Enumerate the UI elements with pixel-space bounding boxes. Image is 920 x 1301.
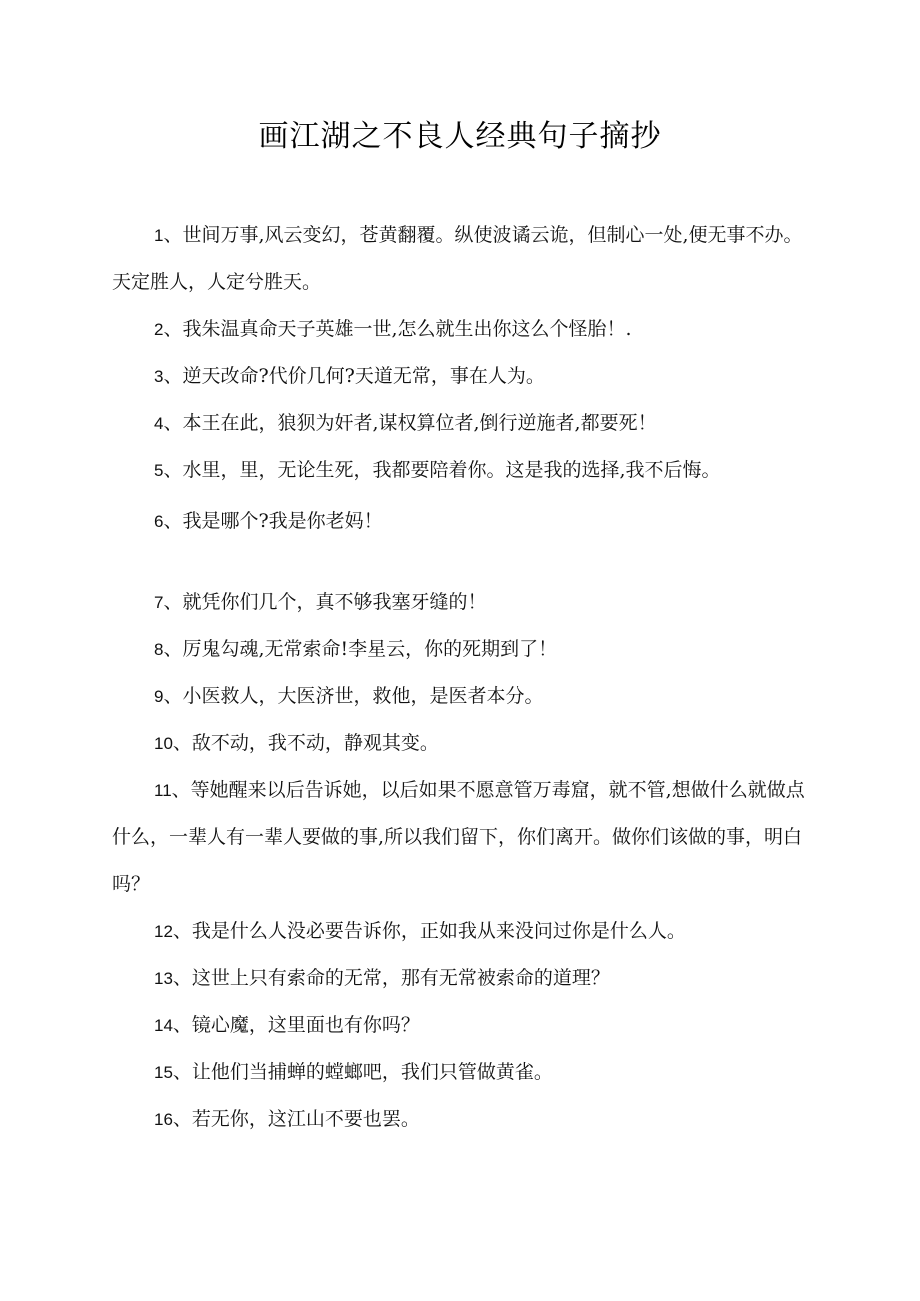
quote-item xyxy=(112,720,812,767)
quote-number: 7 xyxy=(154,593,164,612)
quote-item xyxy=(112,447,812,494)
quote-number: 5 xyxy=(154,461,164,480)
quote-text: 、这世上只有索命的无常，那有无常被索命的道理？ xyxy=(172,967,610,989)
quote-number: 12 xyxy=(154,922,173,941)
quote-item xyxy=(112,767,812,908)
quote-text: 、等她醒来以后告诉她，以后如果不愿意管万毒窟，就不管,想做什么就做点什么，一辈人有一辈人要做的事,所以我们留下，你们离开。做你们该做的事，明白吗？ xyxy=(112,779,805,895)
quote-text: 、敌不动，我不动，静观其变。 xyxy=(172,732,439,754)
quote-text: 、让他们当捕蝉的螳螂吧，我们只管做黄雀。 xyxy=(172,1061,553,1083)
quote-text: 、小医救人，大医济世，救他，是医者本分。 xyxy=(163,685,544,707)
quote-number: 3 xyxy=(154,367,164,386)
quote-number: 4 xyxy=(154,414,164,433)
quote-text: 、就凭你们几个，真不够我塞牙缝的！ xyxy=(163,591,487,613)
quote-number: 6 xyxy=(154,512,164,531)
quote-item xyxy=(112,306,812,353)
document-title: 画江湖之不良人经典句子摘抄 xyxy=(258,119,662,154)
quote-item xyxy=(112,400,812,447)
quote-item xyxy=(112,1002,812,1049)
quote-number: 15 xyxy=(154,1063,173,1082)
quote-item xyxy=(112,626,812,673)
quote-item xyxy=(112,353,812,400)
quote-text: 、逆天改命?代价几何?天道无常，事在人为。 xyxy=(163,365,545,387)
quote-number: 16 xyxy=(154,1110,173,1129)
quote-number: 14 xyxy=(154,1016,173,1035)
quote-number: 9 xyxy=(154,687,164,706)
quote-number: 11 xyxy=(154,781,172,800)
quote-text: 、世间万事,风云变幻，苍黄翻覆。纵使波谲云诡，但制心一处,便无事不办。天定胜人，人定兮胜天。 xyxy=(112,224,803,293)
quote-list xyxy=(112,212,812,1143)
quote-text: 、水里，里，无论生死，我都要陪着你。这是我的选择,我不后悔。 xyxy=(163,459,721,481)
quote-item xyxy=(112,908,812,955)
quote-item xyxy=(112,212,812,306)
quote-item xyxy=(112,1049,812,1096)
quote-number: 1 xyxy=(154,226,164,245)
quote-item xyxy=(112,955,812,1002)
quote-text: 、厉鬼勾魂,无常索命!李星云，你的死期到了！ xyxy=(163,638,558,660)
quote-text: 、我是什么人没必要告诉你，正如我从来没问过你是什么人。 xyxy=(172,920,686,942)
quote-text: 、镜心魔，这里面也有你吗？ xyxy=(172,1014,420,1036)
quote-text: 、我是哪个?我是你老妈！ xyxy=(163,510,383,532)
quote-number: 2 xyxy=(154,320,164,339)
quote-item xyxy=(112,673,812,720)
quote-item xyxy=(112,579,812,626)
quote-text: 、若无你，这江山不要也罢。 xyxy=(172,1108,420,1130)
quote-number: 8 xyxy=(154,640,164,659)
quote-number: 13 xyxy=(154,969,173,988)
quote-text: 、我朱温真命天子英雄一世,怎么就生出你这么个怪胎！. xyxy=(163,318,632,340)
quote-text: 、本王在此，狼狈为奸者,谋权算位者,倒行逆施者,都要死！ xyxy=(163,412,657,434)
quote-number: 10 xyxy=(154,734,173,753)
quote-item xyxy=(112,1096,812,1143)
quote-item xyxy=(112,498,812,545)
